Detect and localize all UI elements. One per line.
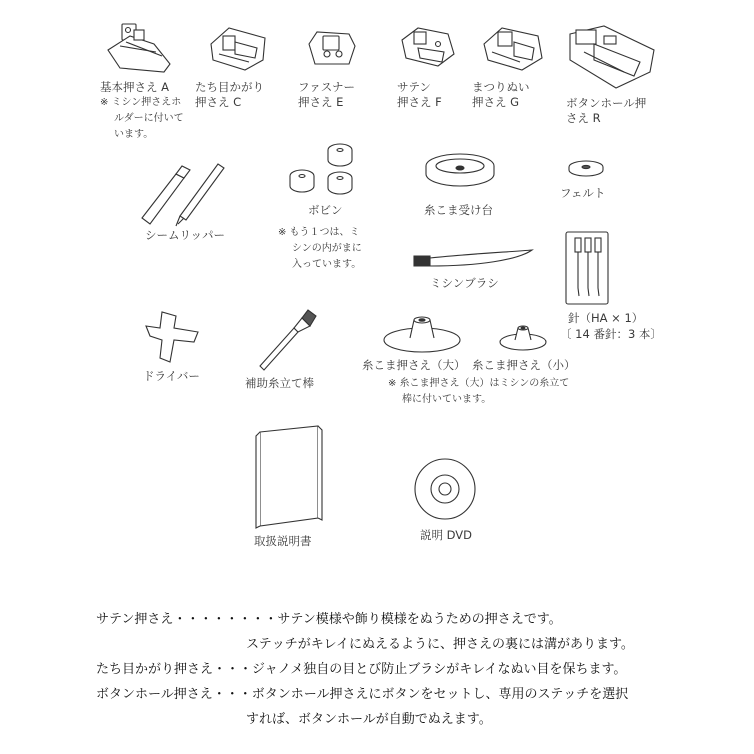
needles-label-line1: 針（HA × 1） — [568, 311, 644, 325]
spool-cap-note-line1: ※ 糸こま押さえ（大）はミシンの糸立て — [388, 378, 570, 389]
bobbin-note-line2: シンの内がまに — [292, 243, 362, 254]
spool-cap-note-line2: 棒に付いています。 — [402, 394, 492, 405]
bobbin-note-line1: ※ もう１つは、ミ — [278, 227, 360, 238]
presser-foot-g-label-line2: 押さえ G — [472, 95, 520, 109]
manual-label: 取扱説明書 — [254, 534, 312, 548]
presser-foot-r-image — [564, 20, 660, 92]
spool-stand-label: 糸こま受け台 — [424, 203, 493, 217]
description-satin-foot-cont: ステッチがキレイにぬえるように、押さえの裏には溝があります。 — [246, 637, 634, 652]
presser-foot-a-note-line1: ※ ミシン押さえホ — [100, 97, 182, 108]
presser-foot-f-label-line1: サテン — [397, 80, 431, 94]
bobbin-image — [282, 138, 366, 202]
seam-ripper-label: シームリッパー — [145, 228, 226, 242]
description-buttonhole-foot: ボタンホール押さえ・・・ボタンホール押さえにボタンをセットし、専用のステッチを選択 — [96, 687, 629, 702]
presser-foot-c-label-line2: 押さえ C — [195, 95, 242, 109]
bobbin-note-line3: 入っています。 — [292, 259, 362, 270]
spool-cap-small-label: 糸こま押さえ（小） — [472, 358, 576, 372]
spool-cap-large-label: 糸こま押さえ（大） — [362, 358, 466, 372]
presser-foot-c-label-line1: たち目かがり — [195, 80, 264, 94]
presser-foot-g-label-line1: まつりぬい — [472, 80, 530, 94]
presser-foot-e-label-line1: ファスナー — [298, 80, 356, 94]
felt-label: フェルト — [560, 186, 606, 200]
bobbin-label: ボビン — [308, 203, 343, 217]
screwdriver-label: ドライバー — [143, 369, 200, 383]
spool-stand-image — [420, 150, 500, 196]
description-overedge-foot: たち目かがり押さえ・・・ジャノメ独自の目とび防止ブラシがキレイなぬい目を保ちます。 — [96, 662, 627, 677]
presser-foot-f-label-line2: 押さえ F — [397, 95, 442, 109]
brush-label: ミシンブラシ — [430, 276, 499, 290]
needles-label-line2: 〔 14 番針：3 本〕 — [560, 327, 662, 341]
presser-foot-f-image — [398, 22, 458, 72]
presser-foot-c-image — [205, 22, 271, 74]
presser-foot-a-note-line2: ルダーに付いて — [114, 113, 184, 124]
spool-pin-image — [252, 306, 322, 372]
spool-cap-large-image — [380, 312, 464, 356]
presser-foot-a-image — [100, 20, 176, 78]
dvd-label: 説明 DVD — [420, 528, 473, 542]
dvd-image — [412, 456, 478, 522]
seam-ripper-image — [138, 160, 238, 228]
screwdriver-image — [140, 306, 206, 368]
spool-pin-label: 補助糸立て棒 — [245, 376, 314, 390]
presser-foot-r-label-line1: ボタンホール押 — [566, 96, 647, 110]
description-buttonhole-foot-cont: すれば、ボタンホールが自動でぬえます。 — [246, 712, 492, 727]
manual-image — [252, 422, 328, 530]
presser-foot-e-image — [305, 24, 359, 72]
description-satin-foot: サテン押さえ・・・・・・・・サテン模様や飾り模様をぬうための押さえです。 — [96, 612, 562, 627]
felt-image — [566, 158, 606, 178]
spool-cap-small-image — [496, 320, 550, 354]
presser-foot-e-label-line2: 押さえ E — [298, 95, 344, 109]
presser-foot-a-note-line3: います。 — [114, 129, 154, 140]
presser-foot-g-image — [480, 22, 546, 74]
presser-foot-r-label-line2: さえ R — [566, 111, 601, 125]
needles-image — [562, 228, 612, 308]
brush-image — [408, 246, 536, 276]
presser-foot-a-label: 基本押さえ A — [100, 80, 170, 94]
